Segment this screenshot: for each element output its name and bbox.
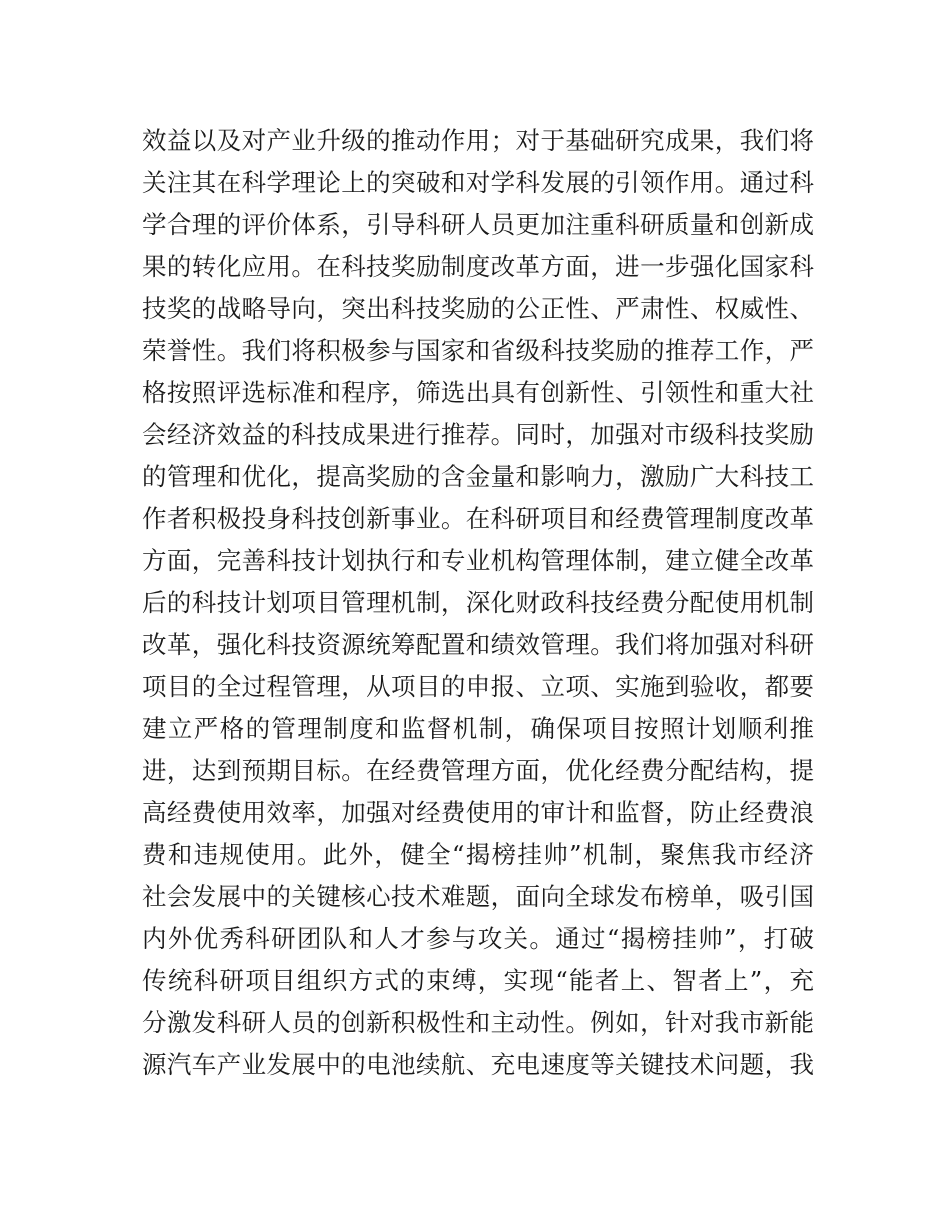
text-line: 内外优秀科研团队和人才参与攻关。通过“揭榜挂帅”，打破 <box>142 924 814 953</box>
text-line: 社会发展中的关键核心技术难题，面向全球发布榜单，吸引国 <box>142 882 814 911</box>
text-line: 费和违规使用。此外，健全“揭榜挂帅”机制，聚焦我市经济 <box>142 840 814 869</box>
text-line: 传统科研项目组织方式的束缚，实现“能者上、智者上”，充 <box>142 966 814 995</box>
text-line: 高经费使用效率，加强对经费使用的审计和监督，防止经费浪 <box>142 798 814 827</box>
text-line: 分激发科研人员的创新积极性和主动性。例如，针对我市新能 <box>142 1008 814 1037</box>
text-line: 改革，强化科技资源统筹配置和绩效管理。我们将加强对科研 <box>142 630 814 659</box>
text-line: 方面，完善科技计划执行和专业机构管理体制，建立健全改革 <box>142 546 814 575</box>
text-line: 荣誉性。我们将积极参与国家和省级科技奖励的推荐工作，严 <box>142 336 814 365</box>
text-line: 的管理和优化，提高奖励的含金量和影响力，激励广大科技工 <box>142 462 814 491</box>
text-line: 项目的全过程管理，从项目的申报、立项、实施到验收，都要 <box>142 672 814 701</box>
text-line: 关注其在科学理论上的突破和对学科发展的引领作用。通过科 <box>142 168 814 197</box>
text-line: 作者积极投身科技创新事业。在科研项目和经费管理制度改革 <box>142 504 814 533</box>
body-paragraph <box>142 120 814 1086</box>
text-line: 学合理的评价体系，引导科研人员更加注重科研质量和创新成 <box>142 210 814 239</box>
text-line: 技奖的战略导向，突出科技奖励的公正性、严肃性、权威性、 <box>142 294 814 323</box>
text-line: 进，达到预期目标。在经费管理方面，优化经费分配结构，提 <box>142 756 814 785</box>
text-line: 后的科技计划项目管理机制，深化财政科技经费分配使用机制 <box>142 588 814 617</box>
text-line: 源汽车产业发展中的电池续航、充电速度等关键技术问题，我 <box>142 1050 814 1079</box>
text-line: 建立严格的管理制度和监督机制，确保项目按照计划顺利推 <box>142 714 814 743</box>
text-line: 格按照评选标准和程序，筛选出具有创新性、引领性和重大社 <box>142 378 814 407</box>
text-line: 会经济效益的科技成果进行推荐。同时，加强对市级科技奖励 <box>142 420 814 449</box>
text-line: 果的转化应用。在科技奖励制度改革方面，进一步强化国家科 <box>142 252 814 281</box>
text-line: 效益以及对产业升级的推动作用；对于基础研究成果，我们将 <box>142 126 814 155</box>
